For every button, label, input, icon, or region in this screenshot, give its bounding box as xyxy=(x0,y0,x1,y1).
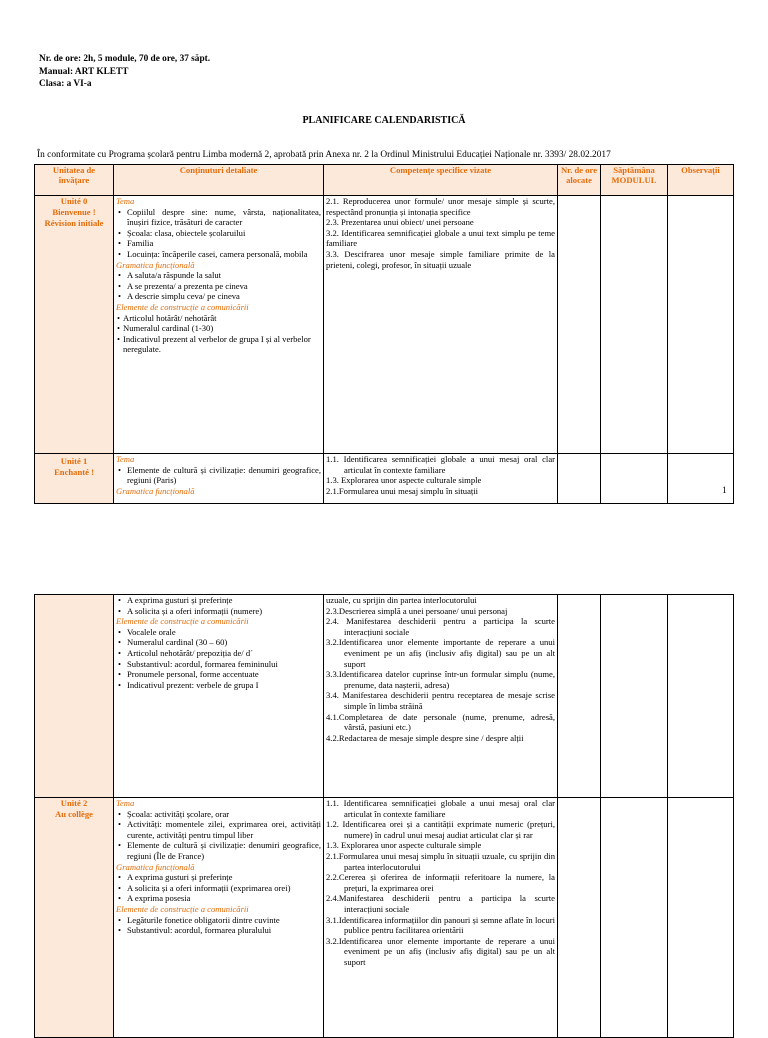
section-label: Elemente de construcție a comunicării xyxy=(116,903,249,914)
competences-cell xyxy=(324,196,558,454)
observations-cell xyxy=(668,595,734,798)
col-header-competences: Competențe specifice vizate xyxy=(324,165,558,196)
list-item: • Copiilul despre sine: nume, vârsta, naționalitatea, înușiri fizice, trăsături de caracter xyxy=(116,207,321,228)
unit-name: Bienvenue ! xyxy=(52,207,96,217)
competence-item: 4.2.Redactarea de mesaje simple despre sine / despre alții xyxy=(326,732,524,743)
hours-cell xyxy=(558,798,601,1038)
unit-number: Unité 1 xyxy=(60,456,88,466)
list-item: • Substantivul: acordul, formarea pluralului xyxy=(116,925,321,936)
list-item: • A exprima gusturi și preferințe xyxy=(116,595,321,606)
list-item: • Indicativul prezent: verbele de grupa I xyxy=(116,680,321,691)
competence-item: 1.3. Explorarea unor aspecte culturale simple xyxy=(326,840,482,851)
competence-item: 3.2. Identificarea semnificației globale a unui text simplu pe teme familiare xyxy=(326,227,555,249)
observations-cell xyxy=(668,454,734,504)
section-label: Tema xyxy=(116,798,135,808)
competence-item: 2.1. Reproducerea unor formule/ unor mesaje simple și scurte, respectând pronunția și intonația specifice xyxy=(326,196,555,217)
list-item: • Substantivul: acordul, formarea femininului xyxy=(116,659,321,670)
table-header-row xyxy=(35,165,734,196)
competence-item: 1.1. Identificarea semnificației globale a unui mesaj oral clar articulat în contexte familiare xyxy=(326,454,555,475)
section-label: Gramatica funcțională xyxy=(116,485,195,496)
planning-table xyxy=(34,164,734,504)
competence-item: 2.1.Formularea unui mesaj simplu în situații uzuale, cu sprijin din partea interlocutorului xyxy=(326,850,555,872)
list-item: • Școala: activități școlare, orar xyxy=(116,809,321,820)
list-item: • A solicita și a oferi informații (numere) xyxy=(116,606,321,617)
document-meta xyxy=(39,53,210,91)
competence-item: 3.4. Manifestarea deschiderii pentru receptarea de mesaje scrise simple în limba străină xyxy=(326,690,555,711)
hours-info: Nr. de ore: 2h, 5 module, 70 de ore, 37 săpt. xyxy=(39,54,211,64)
list-item: • Elemente de cultură și civilizație: denumiri geografice, regiuni (Île de France) xyxy=(116,840,321,861)
list-item: • A exprima gusturi și preferințe xyxy=(116,872,321,883)
section-label: Elemente de construcție a comunicării xyxy=(116,301,249,312)
competence-item: 3.3. Descifrarea unor mesaje simple familiare primite de la prieteni, colegi, profesor, în situații uzuale xyxy=(326,248,555,270)
list-item: • Vocalele orale xyxy=(116,627,321,638)
unit-name: Enchanté ! xyxy=(54,467,94,477)
table-row xyxy=(35,595,734,798)
competence-item: 2.4. Manifestarea deschiderii pentru a participa la scurte interacțiuni sociale xyxy=(326,616,555,637)
competence-item: 1.3. Explorarea unor aspecte culturale simple xyxy=(326,475,482,486)
list-item: • Numeralul cardinal (1-30) xyxy=(116,323,321,334)
list-item: • Articolul hotărât/ nehotărât xyxy=(116,313,321,324)
section-label: Tema xyxy=(116,196,135,206)
list-item: • Pronumele personal, forme accentuate xyxy=(116,669,321,680)
week-cell xyxy=(601,454,668,504)
col-header-observations: Observații xyxy=(668,165,734,196)
list-item: • Locuința: încăperile casei, camera personală, mobila xyxy=(116,249,321,260)
competence-item: 2.2.Cererea și oferirea de informații referitoare la numere, la prețuri, la exprimarea orei xyxy=(326,872,555,893)
col-header-week: Săptămâna MODULUL xyxy=(601,165,668,196)
page-2 xyxy=(0,520,768,1024)
intro-text: În conformitate cu Programa școlară pentru Limba modernă 2, aprobată prin Anexa nr. 2 la Ordinul Ministrului Educației Naționale nr. 3393/ 28.02.2017 xyxy=(37,150,611,160)
unit-subtitle: Révision initiale xyxy=(44,218,104,228)
list-item: • Elemente de cultură și civilizație: denumiri geografice, regiuni (Paris) xyxy=(116,465,321,486)
competence-item: 2.3.Descrierea simplă a unei persoane/ unui personaj xyxy=(326,605,508,616)
col-header-hours: Nr. de ore alocate xyxy=(558,165,601,196)
list-item: • Activități: momentele zilei, exprimarea orei, activități curente, activități pentru timpul liber xyxy=(116,819,321,840)
list-item: • A saluta/a răspunde la salut xyxy=(116,270,321,281)
observations-cell xyxy=(668,196,734,454)
observations-cell xyxy=(668,798,734,1038)
list-item: • Familia xyxy=(116,238,321,249)
list-item: • Legăturile fonetice obligatorii dintre cuvinte xyxy=(116,915,321,926)
unit-cell xyxy=(35,595,114,798)
contents-cell xyxy=(114,454,324,504)
competence-item: 3.3.Identificarea datelor cuprinse într-un formular simplu (nume, prenume, data nașterii, adresa) xyxy=(326,669,555,690)
page-title: PLANIFICARE CALENDARISTICĂ xyxy=(302,115,466,126)
week-cell xyxy=(601,595,668,798)
competence-item: 3.2.Identificarea unor elemente importante de reperare a unui eveniment pe un afiș (inclusiv afiș digital) sau pe un alt suport xyxy=(326,935,555,967)
section-label: Tema xyxy=(116,454,135,464)
class-info: Clasa: a VI-a xyxy=(39,79,92,89)
unit-number: Unité 0 xyxy=(60,196,88,206)
page-1 xyxy=(0,0,768,512)
hours-cell xyxy=(558,595,601,798)
page-gap xyxy=(0,512,768,520)
list-item: • Articolul nehotărât/ prepoziția de/ d´ xyxy=(116,648,321,659)
unit-cell xyxy=(35,196,114,454)
table-row xyxy=(35,196,734,454)
col-header-contents: Conținuturi detaliate xyxy=(114,165,324,196)
competence-item: 2.4.Manifestarea deschiderii pentru a participa la scurte interacțiuni sociale xyxy=(326,893,555,914)
list-item: • Numeralul cardinal (30 – 60) xyxy=(116,637,321,648)
competences-cell xyxy=(324,595,558,798)
competence-item: 3.2.Identificarea unor elemente importante de reperare a unui eveniment pe un afiș (inclusiv afiș digital) sau pe un alt suport xyxy=(326,637,555,669)
list-item: • A se prezenta/ a prezenta pe cineva xyxy=(116,281,321,292)
table-row xyxy=(35,798,734,1038)
contents-cell xyxy=(114,798,324,1038)
competence-item: 2.3. Prezentarea unui obiect/ unei persoane xyxy=(326,217,474,228)
hours-cell xyxy=(558,196,601,454)
planning-table-continued xyxy=(34,594,734,1038)
list-item: • Indicativul prezent al verbelor de grupa I și al verbelor neregulate. xyxy=(116,334,321,355)
section-label: Gramatica funcțională xyxy=(116,259,195,270)
section-label: Elemente de construcție a comunicării xyxy=(116,616,249,627)
competence-item: 1.1. Identificarea semnificației globale a unui mesaj oral clar articulat în contexte familiare xyxy=(326,798,555,819)
hours-cell xyxy=(558,454,601,504)
competence-item: 2.1.Formularea unui mesaj simplu în situații xyxy=(326,485,479,496)
manual-info: Manual: ART KLETT xyxy=(39,66,129,77)
list-item: • A exprima posesia xyxy=(116,893,321,904)
competence-item: 3.1.Identificarea informațiilor din panouri și semne aflate în locuri publice pentru facilitarea orientării xyxy=(326,914,555,936)
table-row xyxy=(35,454,734,504)
list-item: • Școala: clasa, obiectele școlaruilui xyxy=(116,228,321,239)
week-cell xyxy=(601,196,668,454)
competence-item: 1.2. Identificarea orei și a cantității exprimate numeric (prețuri, numere) în cadrul unui mesaj audiat articulat clar și rar xyxy=(326,819,555,840)
unit-name: Au collège xyxy=(55,809,93,819)
unit-number: Unité 2 xyxy=(60,798,88,808)
contents-cell xyxy=(114,595,324,798)
competence-item: 4.1.Completarea de date personale (nume, prenume, adresă, vârstă, pasiuni etc.) xyxy=(326,711,555,733)
contents-cell xyxy=(114,196,324,454)
unit-cell xyxy=(35,454,114,504)
unit-cell xyxy=(35,798,114,1038)
page-number: 1 xyxy=(722,486,727,496)
col-header-unit: Unitatea de învățare xyxy=(35,165,114,196)
section-label: Gramatica funcțională xyxy=(116,861,195,872)
list-item: • A descrie simplu ceva/ pe cineva xyxy=(116,291,321,302)
week-cell xyxy=(601,798,668,1038)
list-item: • A solicita și a oferi informații (exprimarea orei) xyxy=(116,883,321,894)
competence-item: uzuale, cu sprijin din partea interlocutorului xyxy=(326,595,477,605)
competences-cell xyxy=(324,798,558,1038)
competences-cell xyxy=(324,454,558,504)
